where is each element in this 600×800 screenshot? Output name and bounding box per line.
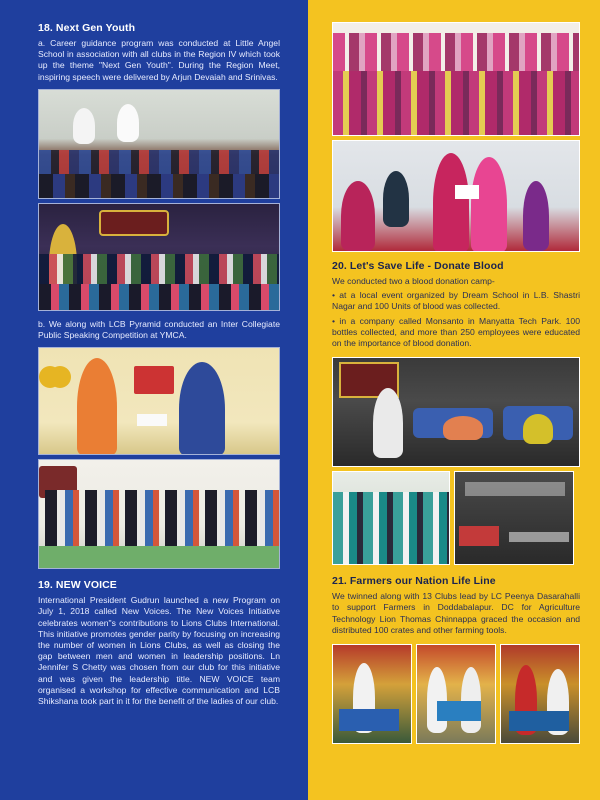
certificate-handover-photo bbox=[332, 140, 580, 252]
blood-donation-photo-row bbox=[332, 471, 580, 565]
farmers-photo-2 bbox=[416, 644, 496, 744]
section-18-para-a: a. Career guidance program was conducted at Little Angel School in association with all clubs in the Region IV which took up the theme "Next Gen Youth". During the Region Meet, inspiring speech were delivered by Arjun Devaiah and Srinivas. bbox=[38, 38, 280, 82]
group-photo bbox=[38, 459, 280, 569]
certificate-photo bbox=[38, 347, 280, 455]
farmers-photo-row bbox=[332, 644, 580, 744]
section-21-heading: 21. Farmers our Nation Life Line bbox=[332, 575, 496, 588]
section-20-heading: 20. Let's Save Life - Donate Blood bbox=[332, 260, 504, 272]
farmers-photo-1 bbox=[332, 644, 412, 744]
section-19-body: International President Gudrun launched a new Program on July 1, 2018 called New Voices. The New Voices Initiative celebrates women"s contributions to Lions Clubs International. This initiative promotes gender parity by focusing on increasing the number of women in Lions Clubs, as well as closing the gap between men and women in leadership positions. Ln Jennifer S Chetty was chosen from our club for this initiative and was given the leadership title. NEW VOICE team organised a workshop for effective communication and LCB Shikshana took part in it for the benefit of the ladies of our club. bbox=[38, 595, 280, 707]
farmers-photo-3 bbox=[500, 644, 580, 744]
section-20-bullet-1: • at a local event organized by Dream School in L.B. Shastri Nagar and 100 Units of blood was collected. bbox=[332, 290, 580, 312]
section-20-intro: We conducted two a blood donation camp- bbox=[332, 276, 495, 286]
section-18-para-b: b. We along with LCB Pyramid conducted an Inter Collegiate Public Speaking Competition at YMCA. bbox=[38, 318, 280, 341]
section-20-bullet-2: • in a company called Monsanto in Manyatta Tech Park. 100 bottles collected, and more than 250 employees were educated on the importance of blood donation. bbox=[332, 315, 580, 349]
donation-hall-photo bbox=[454, 471, 574, 565]
students-banner-photo bbox=[38, 203, 280, 311]
section-19-heading: 19. NEW VOICE bbox=[38, 579, 117, 592]
section-21-body: We twinned along with 13 Clubs lead by LC Peenya Dasarahalli to support Farmers in Doddabalapur. DC for Agriculture Technology Lion Thomas Chinnappa graced the occasion and distributed 100 crates and other farming tools. bbox=[332, 591, 580, 635]
blood-donation-photo bbox=[332, 357, 580, 467]
women-group-photo bbox=[332, 22, 580, 136]
volunteers-photo bbox=[332, 471, 450, 565]
classroom-photo bbox=[38, 89, 280, 199]
right-column bbox=[318, 0, 600, 800]
section-18-heading: 18. Next Gen Youth bbox=[38, 22, 136, 34]
